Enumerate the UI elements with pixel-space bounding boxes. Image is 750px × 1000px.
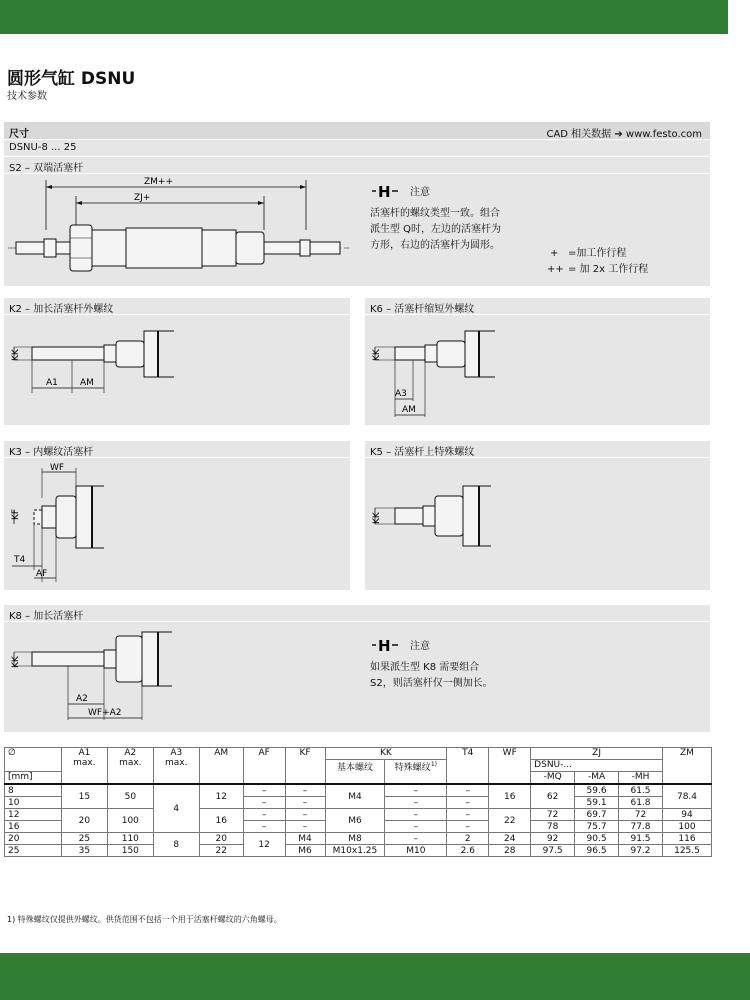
svg-text:H: H bbox=[378, 183, 391, 199]
k5-kk-label: KK bbox=[372, 512, 382, 524]
col-dia: ∅ bbox=[5, 748, 62, 772]
col-kf: KF bbox=[285, 748, 325, 785]
k8-kk-label: KK bbox=[11, 656, 21, 668]
top-green-band bbox=[0, 0, 728, 34]
k2-drawing bbox=[4, 315, 350, 425]
col-t4: T4 bbox=[447, 748, 489, 785]
legend-plusplus-text: = 加 2x 工作行程 bbox=[568, 264, 649, 275]
col-wf: WF bbox=[489, 748, 531, 785]
legend-plusplus-sym: ++ bbox=[547, 264, 564, 275]
variant-label: S2 – 双端活塞杆 bbox=[9, 163, 84, 174]
k5-title: K5 – 活塞杆上特殊螺纹 bbox=[370, 447, 475, 458]
cad-link[interactable]: CAD 相关数据 ➔ www.festo.com bbox=[546, 129, 702, 140]
bottom-green-band bbox=[0, 953, 750, 1000]
col-a1: A1 max. bbox=[61, 748, 107, 785]
col-kk-special: 特殊螺纹$^{1)}$ bbox=[385, 760, 447, 785]
variant-strip bbox=[4, 157, 710, 173]
k3-wf-label: WF bbox=[50, 463, 65, 473]
col-af: AF bbox=[243, 748, 285, 785]
s2-cylinder-drawing bbox=[4, 174, 354, 286]
note2-label: 注意 bbox=[410, 641, 430, 652]
col-zm: ZM bbox=[662, 748, 711, 785]
note2-line-1: 如果派生型 K8 需要组合 bbox=[370, 662, 480, 673]
table-row: 8 15 50 4 12 – – M4 – – 16 62 59.6 61.5 78.4 bbox=[5, 784, 712, 797]
k8-title-strip bbox=[4, 605, 710, 621]
table-row: 20 25 110 8 20 12 M4 M8 – 2 24 92 90.5 91.5 116 bbox=[5, 833, 712, 845]
k8-a2-label: A2 bbox=[76, 694, 88, 704]
note1-line-2: 派生型 Q时，左边的活塞杆为 bbox=[370, 224, 502, 235]
col-am: AM bbox=[199, 748, 243, 785]
page-title: 圆形气缸 DSNU bbox=[7, 69, 136, 89]
col-unit: [mm] bbox=[5, 772, 62, 785]
model-range-strip bbox=[4, 140, 710, 156]
note2-line-2: S2，则活塞杆仅一侧加长。 bbox=[370, 678, 493, 689]
k6-title: K6 – 活塞杆缩短外螺纹 bbox=[370, 304, 475, 315]
page-subtitle: 技术参数 bbox=[7, 91, 47, 102]
zm-label: ZM++ bbox=[144, 177, 174, 187]
svg-text:H: H bbox=[378, 637, 391, 653]
model-range: DSNU-8 ... 25 bbox=[9, 142, 77, 153]
col-a2: A2 max. bbox=[107, 748, 153, 785]
col-mq: -MQ bbox=[531, 772, 575, 785]
k2-a1-label: A1 bbox=[46, 378, 58, 388]
table-row: 12 20 100 16 – – M6 – – 22 72 69.7 72 94 bbox=[5, 809, 712, 821]
k6-a3-label: A3 bbox=[395, 389, 407, 399]
k6-am-label: AM bbox=[402, 405, 416, 415]
legend-plus-sym: + bbox=[550, 248, 559, 259]
k6-kk-label: KK bbox=[372, 349, 382, 361]
note1-line-3: 方形，右边的活塞杆为圆形。 bbox=[370, 240, 500, 251]
dimensions-table bbox=[4, 747, 712, 857]
dimensions-heading: 尺寸 bbox=[9, 129, 29, 140]
table-row: 16 – – – – 78 75.7 77.8 100 bbox=[5, 821, 712, 833]
note1-label: 注意 bbox=[410, 187, 430, 198]
k8-title: K8 – 加长活塞杆 bbox=[9, 611, 84, 622]
k8-drawing bbox=[4, 622, 354, 732]
legend-plus-text: =加工作行程 bbox=[568, 248, 627, 259]
footnote: 1) 特殊螺纹仅提供外螺纹。供货范围不包括一个用于活塞杆螺纹的六角螺母。 bbox=[7, 915, 282, 924]
k6-drawing bbox=[365, 315, 710, 425]
k3-title: K3 – 内螺纹活塞杆 bbox=[9, 447, 94, 458]
k3-kf-label: KF bbox=[11, 508, 21, 520]
col-kk-basic: 基本螺纹 bbox=[325, 760, 385, 785]
zj-label: ZJ+ bbox=[134, 193, 151, 203]
k2-kk-label: KK bbox=[11, 349, 21, 361]
k2-am-label: AM bbox=[80, 378, 94, 388]
k3-af-label: AF bbox=[36, 569, 48, 579]
col-a3: A3 max. bbox=[153, 748, 199, 785]
col-zj: ZJ bbox=[531, 748, 663, 760]
table-row: 25 35 150 22 M6 M10x1.25 M10 2.6 28 97.5 96.5 97.2 125.5 bbox=[5, 845, 712, 857]
k5-drawing bbox=[365, 458, 710, 590]
h-note-icon bbox=[370, 183, 400, 199]
k8-wfa2-label: WF+A2 bbox=[88, 708, 122, 718]
table-row: 10 – – – – 59.1 61.8 bbox=[5, 797, 712, 809]
k3-t4-label: T4 bbox=[14, 555, 26, 565]
col-ma: -MA bbox=[575, 772, 619, 785]
k2-title: K2 – 加长活塞杆外螺纹 bbox=[9, 304, 114, 315]
col-mh: -MH bbox=[619, 772, 663, 785]
note1-line-1: 活塞杆的螺纹类型一致。组合 bbox=[370, 208, 500, 219]
col-dsnu: DSNU-... bbox=[531, 760, 663, 772]
k3-drawing bbox=[4, 458, 350, 590]
col-kk: KK bbox=[325, 748, 447, 760]
h-note-icon bbox=[370, 637, 400, 653]
